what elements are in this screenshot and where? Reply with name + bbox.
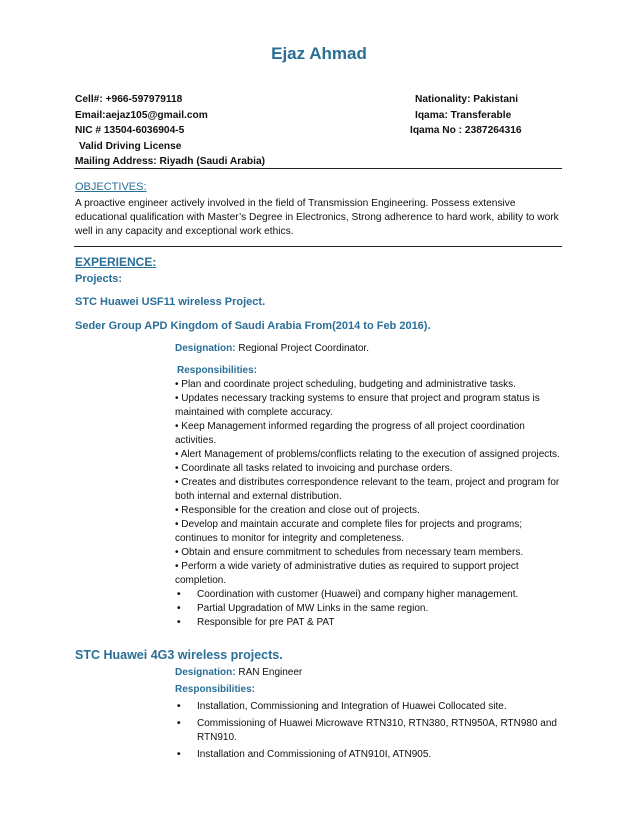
list-item: • Plan and coordinate project scheduling, budgeting and administrative tasks. — [175, 379, 516, 390]
project1-designation-label: Designation: — [175, 343, 236, 354]
objectives-heading: OBJECTIVES: — [75, 181, 147, 193]
project1-title: STC Huawei USF11 wireless Project. — [75, 296, 266, 308]
project2-resp-list — [175, 700, 565, 762]
project2-designation-line — [175, 666, 565, 680]
project1-resp-list — [175, 378, 565, 588]
contact-row-2 — [75, 108, 555, 124]
iqama-status: Iqama: Transferable — [415, 109, 512, 121]
list-item: • Coordinate all tasks related to invoicing and purchase orders. — [175, 463, 453, 474]
project1-company: Seder Group APD Kingdom of Saudi Arabia From(2014 to Feb 2016). — [75, 320, 431, 332]
objectives-divider — [74, 246, 562, 247]
list-item: • Installation and Commissioning of ATN910I, ATN905. — [175, 748, 565, 762]
email-address[interactable]: Email:aejaz105@gmail.com — [75, 109, 208, 121]
list-item: • Develop and maintain accurate and complete files for projects and programs; continues to monitor for integrity and completeness. — [175, 519, 523, 544]
contact-row-3 — [75, 123, 555, 139]
list-item: • Updates necessary tracking systems to ensure that project and program status is maintained with complete accuracy. — [175, 393, 540, 418]
candidate-name: Ejaz Ahmad — [271, 44, 367, 63]
project2-title: STC Huawei 4G3 wireless projects. — [75, 648, 283, 662]
mailing-address: Mailing Address: Riyadh (Saudi Arabia) — [75, 156, 266, 167]
list-item: • Alert Management of problems/conflicts relating to the execution of assigned projects. — [175, 449, 560, 460]
list-item: • Commissioning of Huawei Microwave RTN310, RTN380, RTN950A, RTN980 and RTN910. — [175, 717, 565, 745]
project1-extra-list — [175, 588, 565, 630]
contact-row-1 — [75, 92, 555, 108]
list-item: • Installation, Commissioning and Integration of Huawei Collocated site. — [175, 700, 565, 714]
list-item: • Partial Upgradation of MW Links in the same region. — [175, 602, 565, 616]
iqama-number: Iqama No : 2387264316 — [410, 125, 522, 136]
nic-number: NIC # 13504-6036904-5 — [75, 125, 185, 136]
project2-resp-label: Responsibilities: — [175, 684, 256, 695]
header-divider — [74, 168, 562, 169]
list-item: • Perform a wide variety of administrative duties as required to support project completion. — [175, 561, 519, 586]
project1-designation-line — [175, 342, 565, 356]
cell-number: Cell#: +966-597979118 — [75, 94, 183, 105]
project2-designation-label: Designation: — [175, 667, 236, 678]
project1-details — [175, 342, 565, 630]
list-item: • Responsible for pre PAT & PAT — [175, 616, 565, 630]
list-item: • Keep Management informed regarding the progress of all project coordination activities. — [175, 421, 525, 446]
project1-designation: Regional Project Coordinator. — [238, 343, 369, 354]
experience-heading: EXPERIENCE: — [75, 255, 157, 269]
contact-row-4 — [75, 139, 555, 155]
nationality: Nationality: Pakistani — [415, 94, 519, 105]
projects-label: Projects: — [75, 273, 123, 285]
driving-license: Valid Driving License — [79, 140, 182, 152]
project1-resp-label: Responsibilities: — [177, 365, 258, 376]
list-item: • Responsible for the creation and close out of projects. — [175, 505, 420, 516]
contact-block — [75, 92, 555, 170]
list-item: • Coordination with customer (Huawei) and company higher management. — [175, 588, 565, 602]
project2-details — [175, 666, 565, 762]
list-item: • Creates and distributes correspondence relevant to the team, project and program for both internal and external distribution. — [175, 477, 560, 502]
list-item: • Obtain and ensure commitment to schedules from necessary team members. — [175, 547, 524, 558]
objectives-text: A proactive engineer actively involved in the field of Transmission Engineering. Possess extensive educational qualification with Master’s Degree in Electronics, Strong adherence to hard work, ability to work well in any capacity and exceptional work ethics. — [75, 198, 559, 238]
project2-designation: RAN Engineer — [238, 667, 303, 678]
